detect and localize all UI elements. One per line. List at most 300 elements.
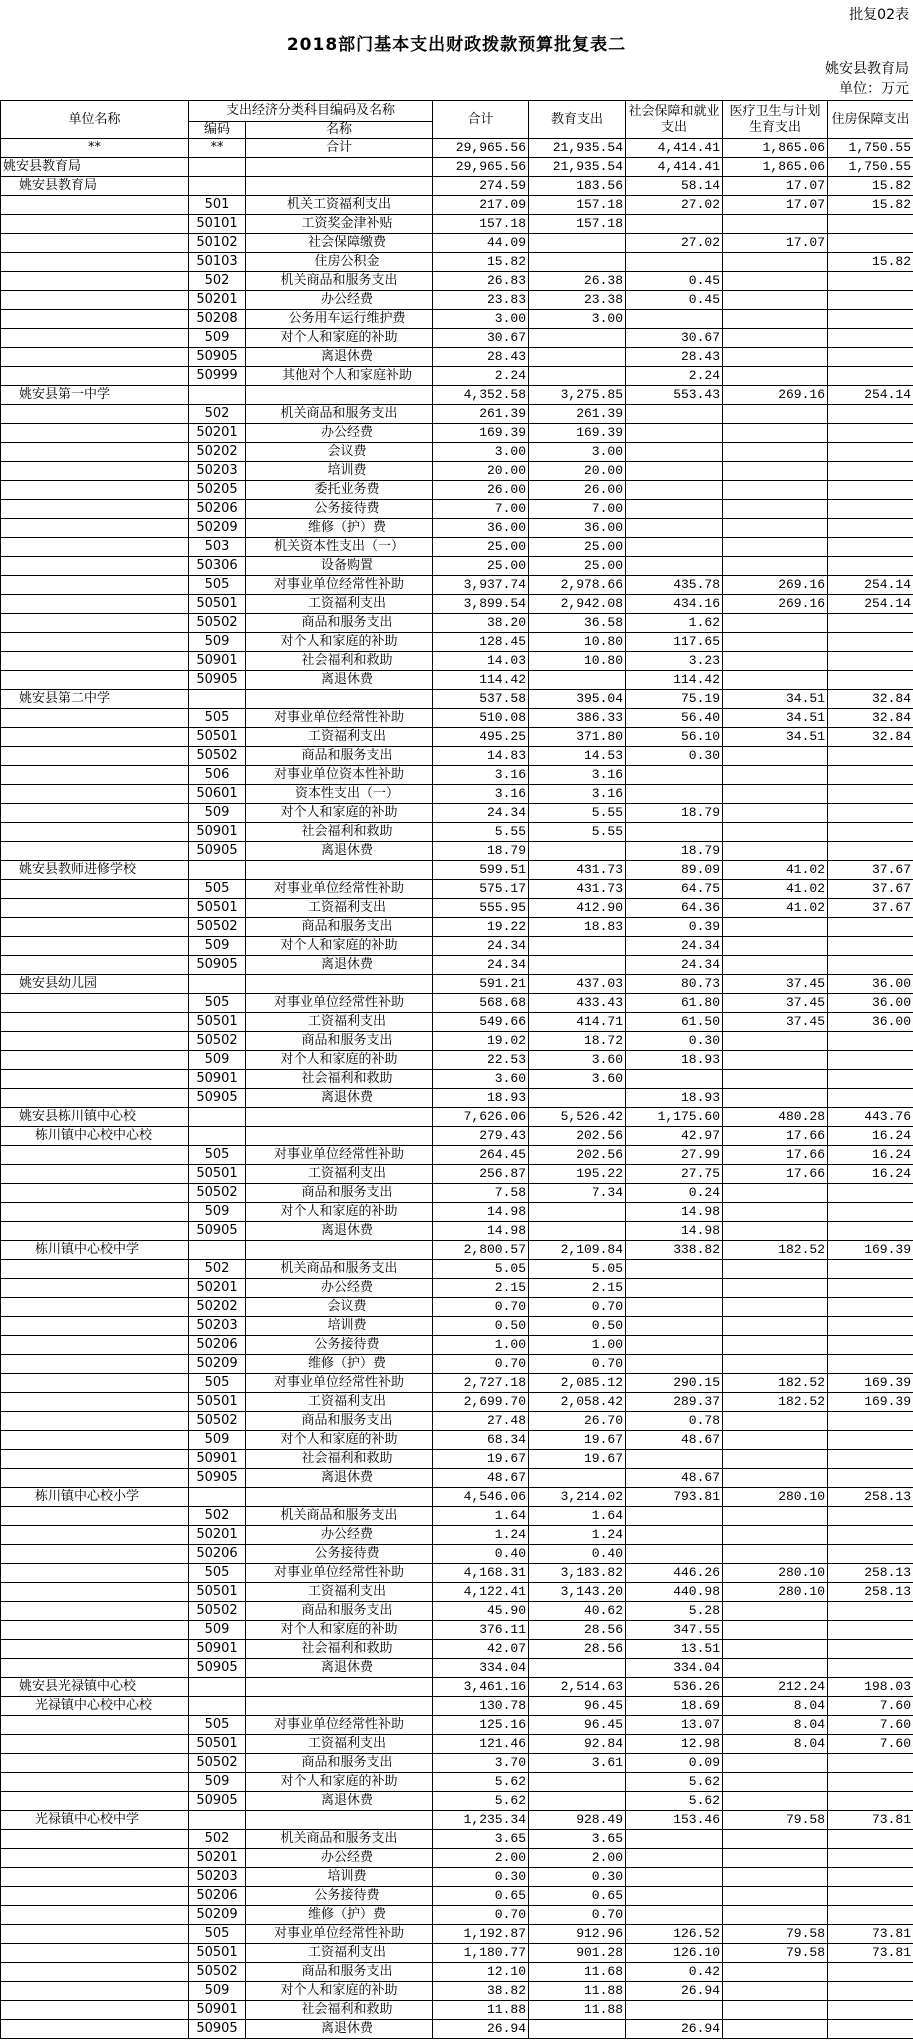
unit-name-cell [1,1583,189,1602]
education-cell: 371.80 [529,728,626,747]
item-name-cell: 维修（护）费 [246,1906,433,1925]
table-row [1,1336,913,1355]
table-row [1,975,913,994]
housing-cell [828,310,913,329]
education-cell: 3.60 [529,1051,626,1070]
education-cell [529,1203,626,1222]
table-row [1,1830,913,1849]
education-cell: 28.56 [529,1621,626,1640]
social-cell [626,462,723,481]
item-name-cell: 社会福利和救助 [246,823,433,842]
code-cell: 50501 [189,1013,246,1032]
unit-name-cell [1,1925,189,1944]
total-cell: 5.55 [433,823,529,842]
item-name-cell: 商品和服务支出 [246,1963,433,1982]
table-row [1,1887,913,1906]
code-cell: 502 [189,1260,246,1279]
unit-name-cell [1,215,189,234]
total-cell: 0.30 [433,1868,529,1887]
header-code: 编码 [189,122,246,139]
code-cell: 509 [189,1982,246,2001]
housing-cell [828,1526,913,1545]
education-cell: 1.00 [529,1336,626,1355]
item-name-cell: 对个人和家庭的补助 [246,1051,433,1070]
unit-name-cell [1,1982,189,2001]
code-cell [189,1108,246,1127]
education-cell [529,842,626,861]
table-row [1,1735,913,1754]
medical-cell [723,519,828,538]
item-name-cell: 工资福利支出 [246,1393,433,1412]
housing-cell [828,1203,913,1222]
code-cell [189,1811,246,1830]
item-name-cell: 设备购置 [246,557,433,576]
item-name-cell: 公务接待费 [246,1887,433,1906]
total-cell: 23.83 [433,291,529,310]
medical-cell: 182.52 [723,1241,828,1260]
medical-cell [723,348,828,367]
unit-name-cell [1,2001,189,2020]
item-name-cell: 离退休费 [246,1222,433,1241]
housing-cell [828,1906,913,1925]
unit-name-cell [1,709,189,728]
housing-cell [828,1792,913,1811]
item-name-cell: 培训费 [246,462,433,481]
medical-cell: 41.02 [723,861,828,880]
education-cell: 2,058.42 [529,1393,626,1412]
code-cell: 50205 [189,481,246,500]
code-cell: 50905 [189,842,246,861]
item-name-cell: 对事业单位经常性补助 [246,1564,433,1583]
housing-cell [828,348,913,367]
item-name-cell: 离退休费 [246,2020,433,2039]
total-cell: 26.94 [433,2020,529,2039]
unit-name-cell [1,595,189,614]
housing-cell [828,1412,913,1431]
education-cell: 5.55 [529,804,626,823]
item-name-cell: 培训费 [246,1868,433,1887]
education-cell: 3.00 [529,310,626,329]
code-cell: 50202 [189,1298,246,1317]
item-name-cell: 离退休费 [246,1659,433,1678]
housing-cell: 258.13 [828,1583,913,1602]
table-row [1,576,913,595]
code-cell [189,975,246,994]
total-cell: 0.70 [433,1355,529,1374]
total-cell: 44.09 [433,234,529,253]
unit-name-cell: 姚安县光禄镇中心校 [1,1678,189,1697]
item-name-cell: 社会福利和救助 [246,1450,433,1469]
code-cell: 505 [189,1925,246,1944]
education-cell: 2,085.12 [529,1374,626,1393]
social-cell: 28.43 [626,348,723,367]
education-cell: 26.38 [529,272,626,291]
total-cell: 25.00 [433,557,529,576]
table-row [1,1431,913,1450]
unit-name-cell [1,1146,189,1165]
code-cell: 502 [189,1507,246,1526]
education-cell: 3,214.02 [529,1488,626,1507]
total-cell: 217.09 [433,196,529,215]
medical-cell: 212.24 [723,1678,828,1697]
social-cell: 27.02 [626,196,723,215]
medical-cell [723,1963,828,1982]
item-name-cell [246,1488,433,1507]
education-cell: 25.00 [529,538,626,557]
education-cell: 1.24 [529,1526,626,1545]
medical-cell: 34.51 [723,709,828,728]
code-cell: 50203 [189,1868,246,1887]
housing-cell [828,1089,913,1108]
total-cell: 1.00 [433,1336,529,1355]
medical-cell [723,1602,828,1621]
item-name-cell: 对个人和家庭的补助 [246,1621,433,1640]
social-cell [626,785,723,804]
medical-cell [723,804,828,823]
housing-cell [828,766,913,785]
education-cell: 21,935.54 [529,139,626,158]
medical-cell [723,1051,828,1070]
medical-cell [723,1431,828,1450]
table-row [1,481,913,500]
item-name-cell: 离退休费 [246,1469,433,1488]
medical-cell [723,766,828,785]
unit-name-cell: 栋川镇中心校中学 [1,1241,189,1260]
item-name-cell: 对个人和家庭的补助 [246,633,433,652]
medical-cell [723,1640,828,1659]
code-cell: 50502 [189,747,246,766]
social-cell: 0.30 [626,747,723,766]
housing-cell [828,557,913,576]
education-cell: 433.43 [529,994,626,1013]
table-row [1,557,913,576]
total-cell: 3.65 [433,1830,529,1849]
medical-cell [723,424,828,443]
header-total: 合计 [433,101,529,139]
housing-cell: 443.76 [828,1108,913,1127]
housing-cell: 32.84 [828,690,913,709]
item-name-cell: 维修（护）费 [246,1355,433,1374]
item-name-cell: 办公经费 [246,1526,433,1545]
medical-cell [723,1830,828,1849]
code-cell: 50206 [189,500,246,519]
code-cell: 50502 [189,1032,246,1051]
unit-name-cell [1,1716,189,1735]
medical-cell [723,785,828,804]
total-cell: 3.16 [433,766,529,785]
code-cell: 50209 [189,519,246,538]
unit-name-cell: 姚安县教育局 [1,177,189,196]
housing-cell: 16.24 [828,1165,913,1184]
housing-cell [828,329,913,348]
total-cell: 1,180.77 [433,1944,529,1963]
total-cell: 495.25 [433,728,529,747]
education-cell: 2.00 [529,1849,626,1868]
code-cell [189,1127,246,1146]
total-cell: 4,352.58 [433,386,529,405]
table-row [1,1279,913,1298]
unit-name-cell: 光禄镇中心校中心校 [1,1697,189,1716]
education-cell: 7.34 [529,1184,626,1203]
item-name-cell: 办公经费 [246,291,433,310]
code-cell: 50502 [189,1963,246,1982]
table-row [1,1089,913,1108]
code-cell: 50905 [189,956,246,975]
medical-cell [723,1222,828,1241]
housing-cell [828,652,913,671]
education-cell: 36.00 [529,519,626,538]
unit-name-cell [1,1754,189,1773]
item-name-cell [246,1108,433,1127]
education-cell: 20.00 [529,462,626,481]
education-cell [529,1222,626,1241]
housing-cell [828,1051,913,1070]
table-row [1,1697,913,1716]
total-cell: 4,546.06 [433,1488,529,1507]
housing-cell [828,633,913,652]
total-cell: 4,168.31 [433,1564,529,1583]
unit-name-cell [1,291,189,310]
medical-cell: 1,865.06 [723,158,828,177]
unit-name-cell [1,348,189,367]
medical-cell: 182.52 [723,1393,828,1412]
housing-cell: 7.60 [828,1716,913,1735]
education-cell [529,671,626,690]
item-name-cell: 办公经费 [246,1849,433,1868]
table-row [1,1640,913,1659]
education-cell: 3,183.82 [529,1564,626,1583]
education-cell: 928.49 [529,1811,626,1830]
education-cell: 18.72 [529,1032,626,1051]
code-cell [189,386,246,405]
medical-cell [723,956,828,975]
item-name-cell: 工资福利支出 [246,728,433,747]
item-name-cell: 对事业单位经常性补助 [246,994,433,1013]
item-name-cell: 工资福利支出 [246,595,433,614]
table-row [1,880,913,899]
housing-cell [828,2020,913,2039]
unit-name-cell: ** [1,139,189,158]
unit-name-cell [1,310,189,329]
unit-name-cell [1,1773,189,1792]
table-row [1,671,913,690]
social-cell: 30.67 [626,329,723,348]
housing-cell [828,1184,913,1203]
social-cell [626,1336,723,1355]
table-row [1,709,913,728]
education-cell: 96.45 [529,1716,626,1735]
code-cell: 503 [189,538,246,557]
unit-name-cell: 栋川镇中心校小学 [1,1488,189,1507]
unit-name-cell [1,443,189,462]
unit-name-cell [1,1203,189,1222]
total-cell: 20.00 [433,462,529,481]
code-cell: 50501 [189,1393,246,1412]
social-cell: 4,414.41 [626,158,723,177]
item-name-cell: 离退休费 [246,671,433,690]
housing-cell [828,804,913,823]
housing-cell [828,956,913,975]
social-cell: 114.42 [626,671,723,690]
education-cell: 0.70 [529,1355,626,1374]
total-cell: 48.67 [433,1469,529,1488]
code-cell: 50102 [189,234,246,253]
social-cell: 75.19 [626,690,723,709]
table-row [1,158,913,177]
education-cell [529,1089,626,1108]
item-name-cell: 资本性支出（一） [246,785,433,804]
item-name-cell: 机关商品和服务支出 [246,1507,433,1526]
medical-cell [723,1982,828,2001]
education-cell: 0.70 [529,1298,626,1317]
unit-name-cell [1,272,189,291]
table-row [1,1906,913,1925]
housing-cell [828,1450,913,1469]
unit-name-cell [1,1906,189,1925]
education-cell [529,253,626,272]
unit-name-cell: 光禄镇中心校中学 [1,1811,189,1830]
unit-name-cell: 姚安县栋川镇中心校 [1,1108,189,1127]
housing-cell: 37.67 [828,861,913,880]
item-name-cell: 社会福利和救助 [246,1640,433,1659]
code-cell: 50201 [189,1849,246,1868]
table-row [1,1146,913,1165]
item-name-cell: 机关资本性支出（一） [246,538,433,557]
code-cell [189,177,246,196]
housing-cell [828,1279,913,1298]
unit-name-cell [1,2020,189,2039]
social-cell: 14.98 [626,1222,723,1241]
code-cell: 50502 [189,1412,246,1431]
housing-cell: 16.24 [828,1127,913,1146]
social-cell: 18.79 [626,804,723,823]
social-cell: 440.98 [626,1583,723,1602]
medical-cell [723,1507,828,1526]
education-cell: 21,935.54 [529,158,626,177]
unit-name-cell [1,747,189,766]
social-cell [626,1450,723,1469]
education-cell: 202.56 [529,1127,626,1146]
table-row [1,443,913,462]
code-cell: 505 [189,1564,246,1583]
code-cell: 50209 [189,1906,246,1925]
unit-name-cell [1,1602,189,1621]
medical-cell: 1,865.06 [723,139,828,158]
table-row [1,1317,913,1336]
code-cell: 50901 [189,823,246,842]
total-cell: 3.70 [433,1754,529,1773]
total-cell: 0.70 [433,1906,529,1925]
item-name-cell [246,177,433,196]
unit-name-cell [1,1621,189,1640]
medical-cell [723,823,828,842]
education-cell: 3,275.85 [529,386,626,405]
table-row [1,1469,913,1488]
code-cell: 505 [189,880,246,899]
table-row [1,1564,913,1583]
social-cell: 0.39 [626,918,723,937]
unit-name-cell [1,405,189,424]
code-cell: 505 [189,1716,246,1735]
code-cell: 509 [189,1051,246,1070]
education-cell: 10.80 [529,633,626,652]
social-cell [626,253,723,272]
unit-name-cell [1,196,189,215]
total-cell: 24.34 [433,956,529,975]
item-name-cell [246,690,433,709]
housing-cell: 7.60 [828,1735,913,1754]
code-cell: 50905 [189,1089,246,1108]
education-cell: 5.55 [529,823,626,842]
unit-name-cell [1,1070,189,1089]
item-name-cell: 委托业务费 [246,481,433,500]
total-cell: 14.98 [433,1203,529,1222]
header-education: 教育支出 [529,101,626,139]
table-row [1,1792,913,1811]
education-cell: 0.30 [529,1868,626,1887]
total-cell: 2,699.70 [433,1393,529,1412]
unit-name-cell [1,1526,189,1545]
medical-cell [723,1849,828,1868]
social-cell: 0.09 [626,1754,723,1773]
total-cell: 11.88 [433,2001,529,2020]
table-row [1,2020,913,2039]
table-row [1,519,913,538]
item-name-cell: 会议费 [246,443,433,462]
housing-cell [828,1032,913,1051]
social-cell [626,766,723,785]
medical-cell: 17.66 [723,1146,828,1165]
unit-name-cell [1,785,189,804]
item-name-cell: 社会保障缴费 [246,234,433,253]
medical-cell [723,1032,828,1051]
item-name-cell: 工资奖金津补贴 [246,215,433,234]
education-cell [529,329,626,348]
unit-name-cell [1,614,189,633]
education-cell: 0.70 [529,1906,626,1925]
table-row [1,1241,913,1260]
total-cell: 24.34 [433,804,529,823]
total-cell: 0.70 [433,1298,529,1317]
total-cell: 14.83 [433,747,529,766]
housing-cell: 258.13 [828,1564,913,1583]
table-row [1,785,913,804]
unit-name-cell [1,1317,189,1336]
total-cell: 26.00 [433,481,529,500]
social-cell: 48.67 [626,1469,723,1488]
table-row [1,1678,913,1697]
table-row [1,1583,913,1602]
education-cell: 2,514.63 [529,1678,626,1697]
unit-name-cell: 姚安县教师进修学校 [1,861,189,880]
item-name-cell: 工资福利支出 [246,1013,433,1032]
medical-cell [723,291,828,310]
code-cell: 50905 [189,2020,246,2039]
code-cell: 509 [189,329,246,348]
table-number: 批复02表 [849,7,909,23]
total-cell: 7.58 [433,1184,529,1203]
total-cell: 2.15 [433,1279,529,1298]
unit-name-cell: 姚安县教育局 [1,158,189,177]
item-name-cell [246,1127,433,1146]
unit-name-cell [1,519,189,538]
item-name-cell: 对事业单位经常性补助 [246,880,433,899]
social-cell: 117.65 [626,633,723,652]
code-cell: 50901 [189,1640,246,1659]
code-cell: 50501 [189,899,246,918]
medical-cell: 269.16 [723,386,828,405]
unit-name-cell [1,1849,189,1868]
